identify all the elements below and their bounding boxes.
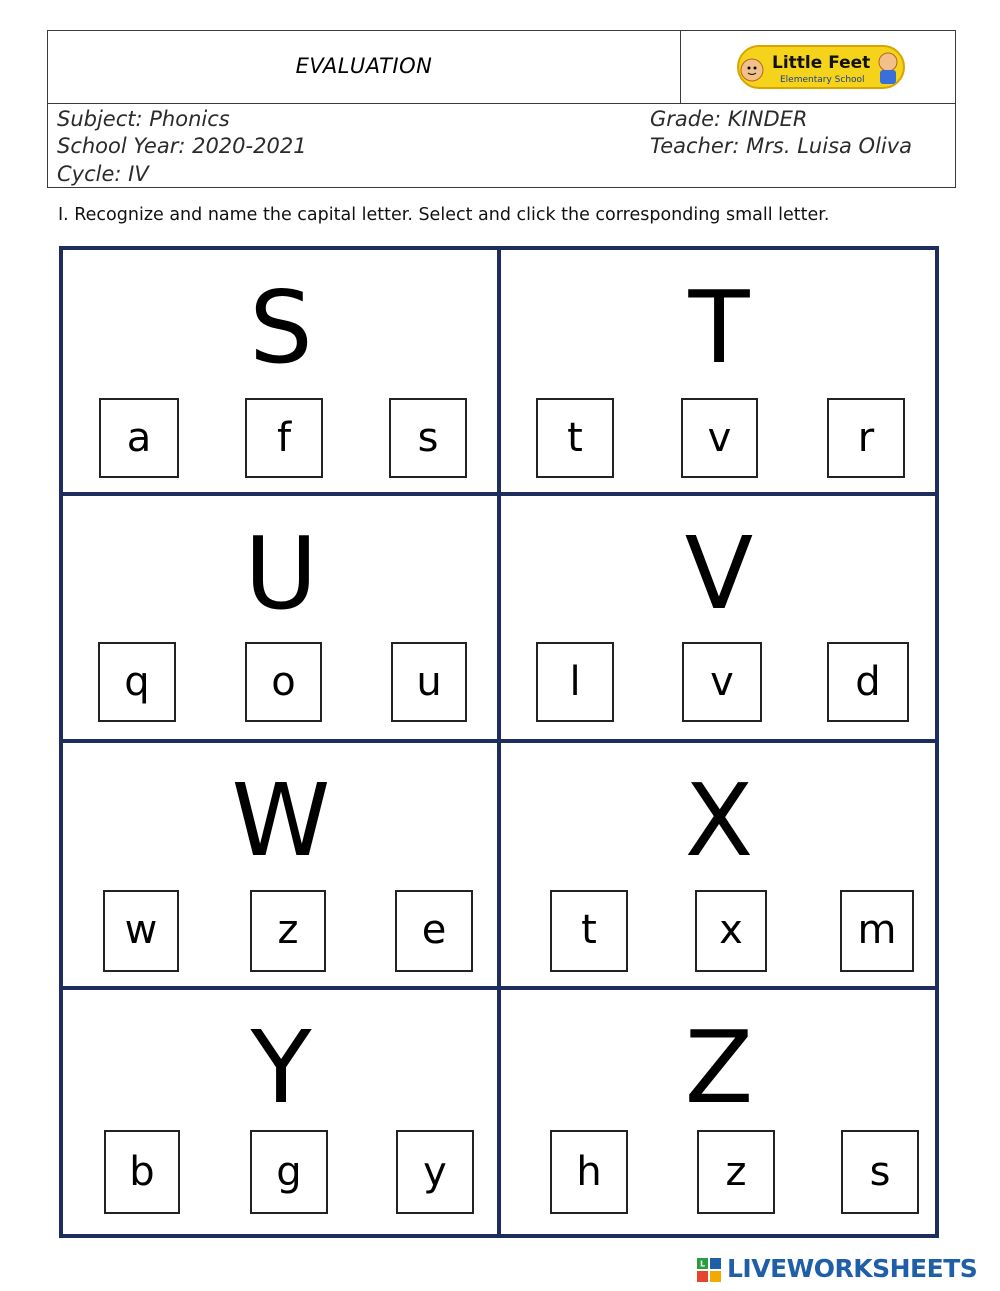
choice-box[interactable]: b	[104, 1130, 180, 1214]
choice-box[interactable]: q	[98, 642, 176, 722]
cycle-label: Cycle: IV	[57, 162, 149, 186]
choice-box[interactable]: m	[840, 890, 914, 972]
capital-letter: Y	[250, 1009, 312, 1126]
choice-box[interactable]: w	[103, 890, 179, 972]
logo-subtext: Elementary School	[780, 75, 865, 85]
choice-box[interactable]: x	[695, 890, 767, 972]
choice-box[interactable]: r	[827, 398, 905, 478]
letter-card-W	[63, 743, 499, 989]
logo-cell	[681, 31, 955, 103]
choice-box[interactable]: a	[99, 398, 179, 478]
header-top-row	[48, 31, 955, 104]
choice-box[interactable]: t	[550, 890, 628, 972]
icon-letter: L	[699, 1259, 706, 1269]
choice-box[interactable]: h	[550, 1130, 628, 1214]
choice-box[interactable]: z	[697, 1130, 775, 1214]
choice-box[interactable]: l	[536, 642, 614, 722]
choice-box[interactable]: g	[250, 1130, 328, 1214]
choice-box[interactable]: s	[389, 398, 467, 478]
choice-box[interactable]: e	[395, 890, 473, 972]
liveworksheets-logo-icon	[697, 1258, 723, 1282]
liveworksheets-wordmark: LIVEWORKSHEETS	[727, 1254, 978, 1283]
choice-box[interactable]: f	[245, 398, 323, 478]
capital-letter: U	[244, 515, 318, 632]
evaluation-title: EVALUATION	[48, 31, 681, 103]
letter-card-S	[63, 250, 499, 496]
choice-box[interactable]: t	[536, 398, 614, 478]
letter-card-U	[63, 496, 499, 742]
capital-letter: Z	[684, 1009, 754, 1126]
letter-card-T	[501, 250, 937, 496]
school-logo	[736, 42, 908, 92]
letter-card-Y	[63, 990, 499, 1236]
subject-label: Subject: Phonics	[57, 107, 230, 131]
capital-letter: W	[231, 762, 331, 879]
school-year-label: School Year: 2020-2021	[57, 134, 307, 158]
choice-box[interactable]: z	[250, 890, 326, 972]
capital-letter: X	[684, 762, 754, 879]
choice-box[interactable]: v	[682, 642, 762, 722]
header-table	[47, 30, 956, 188]
letter-card-Z	[501, 990, 937, 1236]
choice-box[interactable]: v	[681, 398, 758, 478]
grade-label: Grade: KINDER	[650, 107, 808, 131]
letter-card-V	[501, 496, 937, 742]
letter-card-X	[501, 743, 937, 989]
capital-letter: S	[249, 269, 313, 386]
capital-letter: T	[688, 269, 750, 386]
choice-box[interactable]: u	[391, 642, 467, 722]
choice-box[interactable]: s	[841, 1130, 919, 1214]
choice-box[interactable]: d	[827, 642, 909, 722]
capital-letter: V	[684, 515, 754, 632]
instruction-text: I. Recognize and name the capital letter. Select and click the corresponding small letter.	[58, 205, 830, 225]
logo-text: Little Feet	[772, 53, 871, 73]
choice-box[interactable]: y	[396, 1130, 474, 1214]
teacher-label: Teacher: Mrs. Luisa Oliva	[650, 134, 913, 158]
choice-box[interactable]: o	[245, 642, 322, 722]
